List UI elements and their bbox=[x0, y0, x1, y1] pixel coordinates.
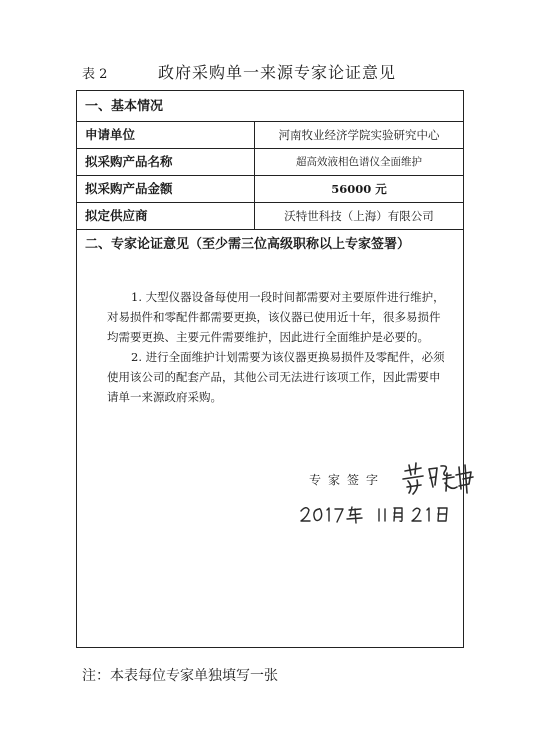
basic-info-heading: 一、基本情况 bbox=[77, 91, 463, 122]
handwritten-date bbox=[299, 503, 469, 527]
supplier-label: 拟定供应商 bbox=[77, 203, 255, 229]
supplier-value: 沃特世科技（上海）有限公司 bbox=[284, 209, 434, 223]
opinion-paragraph-1: 1. 大型仪器设备每使用一段时间都需要对主要原件进行维护，对易损件和零配件都需要更换，该仪器已使用近十年，很多易损件均需要更换、主要元件需要维护，因此进行全面维护是必要的。 bbox=[107, 290, 445, 344]
opinion-heading: 二、专家论证意见（至少需三位高级职称以上专家签署） bbox=[85, 237, 411, 252]
form-table bbox=[76, 90, 464, 648]
row-applicant bbox=[77, 122, 463, 149]
opinion-paragraph-2: 2. 进行全面维护计划需要为该仪器更换易损件及零配件，必须使用该公司的配套产品，其他公司无法进行该项工作，因此需要申请单一来源政府采购。 bbox=[107, 350, 445, 404]
table-label: 表 2 bbox=[82, 67, 108, 82]
row-amount bbox=[77, 176, 463, 203]
product-name-label: 拟采购产品名称 bbox=[77, 149, 255, 175]
signature-label: 专家签字 bbox=[309, 473, 386, 487]
applicant-value: 河南牧业经济学院实验研究中心 bbox=[278, 128, 440, 142]
amount-value: 56000 元 bbox=[331, 182, 387, 196]
applicant-label: 申请单位 bbox=[77, 122, 255, 148]
row-product-name bbox=[77, 149, 463, 176]
product-name-value: 超高效液相色谱仪全面维护 bbox=[296, 156, 422, 168]
footnote: 注：本表每位专家单独填写一张 bbox=[82, 668, 278, 684]
row-supplier bbox=[77, 203, 463, 230]
document-title: 政府采购单一来源专家论证意见 bbox=[158, 63, 397, 82]
handwritten-signature bbox=[399, 457, 479, 497]
amount-label: 拟采购产品金额 bbox=[77, 176, 255, 202]
